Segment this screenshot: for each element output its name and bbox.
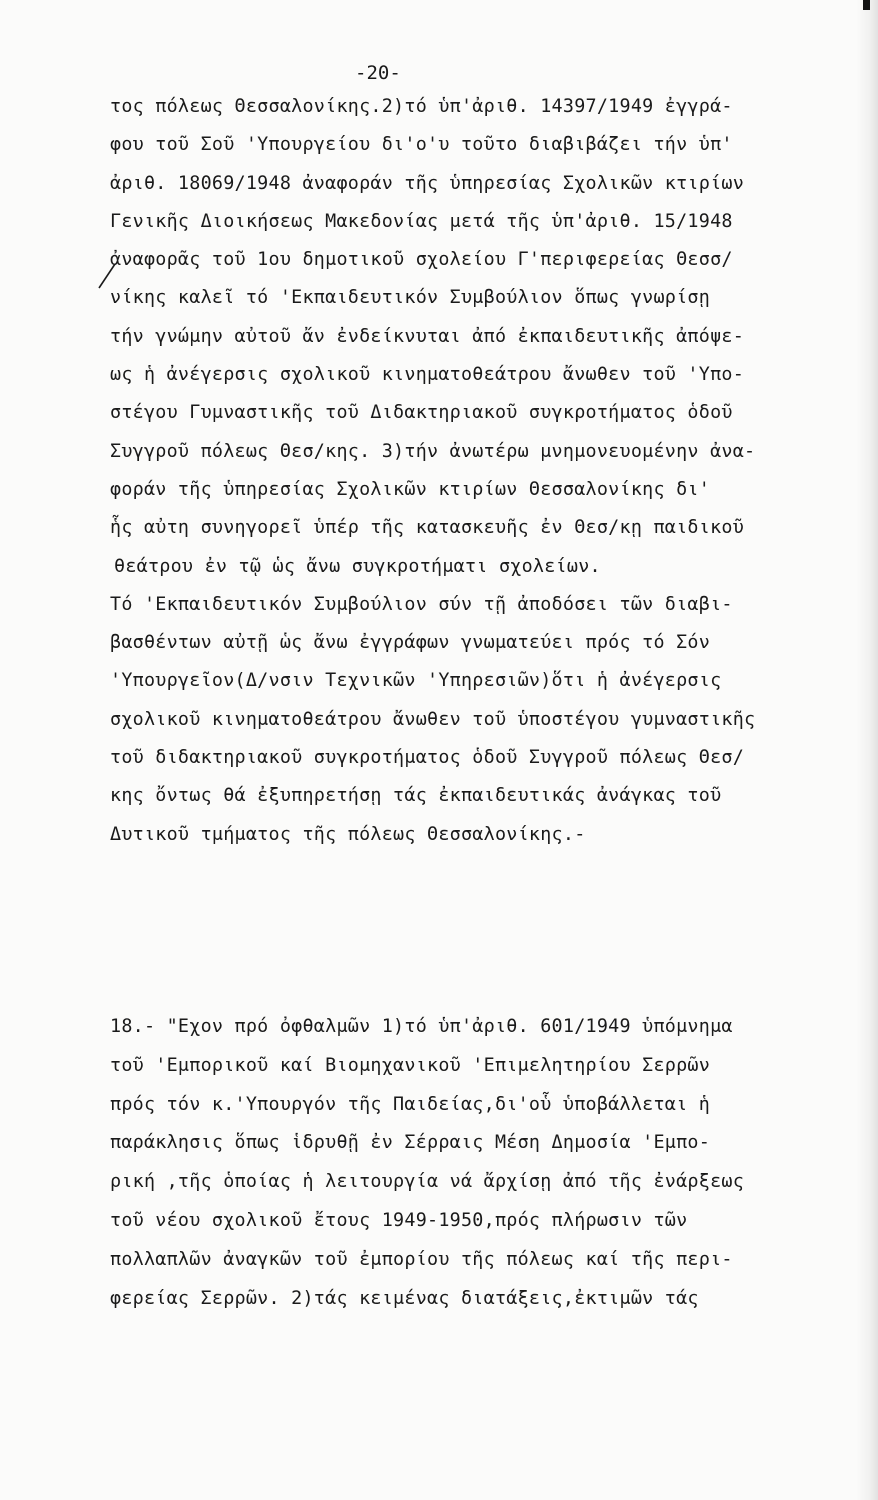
text-line: Συγγροῦ πόλεως Θεσ/κης. 3)τήν ἀνωτέρω μνημονευομένην ἀνα- <box>110 440 756 462</box>
text-line: θεάτρου ἐν τῷ ὡς ἄνω συγκροτήματι σχολείων. <box>114 555 601 577</box>
scan-corner-mark <box>863 0 870 10</box>
text-line: βασθέντων αὐτῇ ὡς ἄνω ἐγγράφων γνωματεύει πρός τό Σόν <box>110 632 711 654</box>
page-number: -20- <box>355 62 401 84</box>
text-line: τος πόλεως Θεσσαλονίκης.2)τό ὑπ'ἀριθ. 14397/1949 ἐγγρά- <box>110 96 733 117</box>
text-line: φερείας Σερρῶν. 2)τάς κειμένας διατάξεις,ἐκτιμῶν τάς <box>110 1287 699 1309</box>
text-line: ρική ,τῆς ὁποίας ἡ λειτουργία νά ἄρχίσῃ ἀπό τῆς ἐνάρξεως <box>110 1171 745 1193</box>
text-line: Γενικῆς Διοικήσεως Μακεδονίας μετά τῆς ὑπ'ἀριθ. 15/1948 <box>110 210 733 232</box>
paragraph-17-continuation <box>110 92 860 858</box>
text-line: ἧς αὐτη συνηγορεῖ ὑπέρ τῆς κατασκευῆς ἐν Θεσ/κῃ παιδικοῦ <box>110 517 745 539</box>
text-line: νίκης καλεῖ τό 'Εκπαιδευτικόν Συμβούλιον ὅπως γνωρίσῃ <box>110 287 711 309</box>
text-line: ως ἡ ἀνέγερσις σχολικοῦ κινηματοθεάτρου ἄνωθεν τοῦ 'Υπο- <box>110 364 745 386</box>
text-line: φου τοῦ Σοῦ 'Υπουργείου δι'ο'υ τοῦτο διαβιβάζει τήν ὑπ' <box>110 134 733 156</box>
text-line: πολλαπλῶν ἀναγκῶν τοῦ ἐμπορίου τῆς πόλεως καί τῆς περι- <box>110 1248 733 1270</box>
paragraph-18 <box>110 1012 860 1322</box>
text-line: παράκλησις ὅπως ἱδρυθῇ ἐν Σέρραις Μέση Δημοσία 'Εμπο- <box>110 1132 711 1154</box>
text-line: τοῦ 'Εμπορικοῦ καί Βιομηχανικοῦ 'Επιμελητηρίου Σερρῶν <box>110 1054 711 1076</box>
text-line: Δυτικοῦ τμήματος τῆς πόλεως Θεσσαλονίκης.- <box>110 823 586 845</box>
text-line: στέγου Γυμναστικῆς τοῦ Διδακτηριακοῦ συγκροτήματος ὁδοῦ <box>110 402 733 424</box>
text-line: 18.- "Εχον πρό ὀφθαλμῶν 1)τό ὑπ'ἀριθ. 601/1949 ὑπόμνημα <box>110 1016 733 1037</box>
text-line: Τό 'Εκπαιδευτικόν Συμβούλιον σύν τῇ ἀποδόσει τῶν διαβι- <box>110 593 733 615</box>
text-line: τήν γνώμην αὐτοῦ ἄν ἐνδείκνυται ἀπό ἐκπαιδευτικῆς ἀπόψε- <box>110 325 745 347</box>
text-line: ἀναφορᾶς τοῦ 1ου δημοτικοῦ σχολείου Γ'περιφερείας Θεσσ/ <box>110 249 733 271</box>
text-line: τοῦ διδακτηριακοῦ συγκροτήματος ὁδοῦ Συγγροῦ πόλεως Θεσ/ <box>110 747 745 769</box>
text-line: 'Υπουργεῖον(Δ/νσιν Τεχνικῶν 'Υπηρεσιῶν)ὅτι ἡ ἀνέγερσις <box>110 670 722 692</box>
text-line: ἀριθ. 18069/1948 ἀναφοράν τῆς ὑπηρεσίας Σχολικῶν κτιρίων <box>110 172 745 194</box>
text-line: φοράν τῆς ὑπηρεσίας Σχολικῶν κτιρίων Θεσσαλονίκης δι' <box>110 478 711 500</box>
text-line: τοῦ νέου σχολικοῦ ἔτους 1949-1950,πρός πλήρωσιν τῶν <box>110 1209 688 1231</box>
text-line: πρός τόν κ.'Υπουργόν τῆς Παιδείας,δι'οὗ ὑποβάλλεται ἡ <box>110 1093 711 1115</box>
text-line: σχολικοῦ κινηματοθεάτρου ἄνωθεν τοῦ ὑποστέγου γυμναστικῆς <box>110 708 756 730</box>
text-line: κης ὄντως θά ἐξυπηρετήσῃ τάς ἐκπαιδευτικάς ἀνάγκας τοῦ <box>110 785 722 807</box>
